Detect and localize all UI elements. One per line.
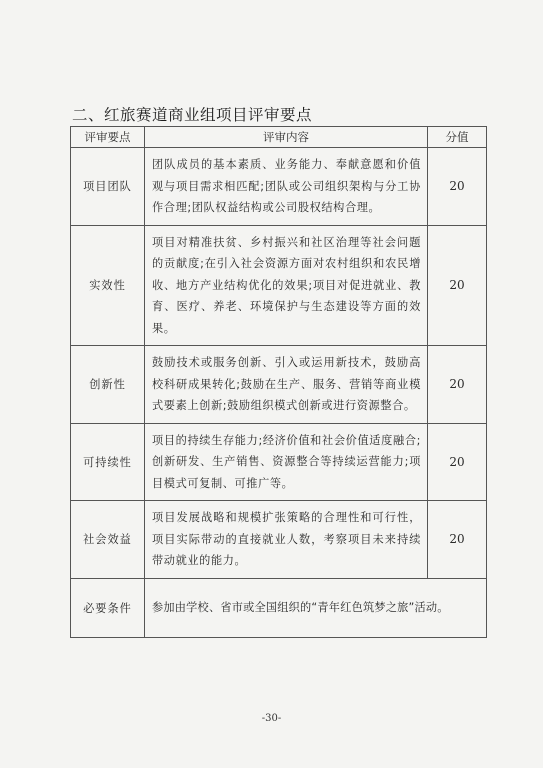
table-row xyxy=(71,423,487,501)
row-item-social-benefit: 社会效益 xyxy=(71,501,145,579)
row-content-innovation: 鼓励技术或服务创新、引入或运用新技术，鼓励高校科研成果转化;鼓励在生产、服务、营销等商业模式要素上创新;鼓励组织模式创新或进行资源整合。 xyxy=(145,346,428,424)
header-content: 评审内容 xyxy=(145,127,428,148)
row-item-sustainability: 可持续性 xyxy=(71,423,145,501)
section-title: 二、红旅赛道商业组项目评审要点 xyxy=(72,106,313,124)
row-score-social-benefit: 20 xyxy=(428,501,487,579)
row-score-innovation: 20 xyxy=(428,346,487,424)
header-score: 分值 xyxy=(428,127,487,148)
row-score-team: 20 xyxy=(428,148,487,226)
table-row xyxy=(71,501,487,579)
row-content-social-benefit: 项目发展战略和规模扩张策略的合理性和可行性，项目实际带动的直接就业人数，考察项目未来持续带动就业的能力。 xyxy=(145,501,428,579)
row-score-effectiveness: 20 xyxy=(428,225,487,346)
row-content-sustainability: 项目的持续生存能力;经济价值和社会价值适度融合;创新研发、生产销售、资源整合等持续运营能力;项目模式可复制、可推广等。 xyxy=(145,423,428,501)
table-row xyxy=(71,346,487,424)
row-content-effectiveness: 项目对精准扶贫、乡村振兴和社区治理等社会问题的贡献度;在引入社会资源方面对农村组织和农民增收、地方产业结构优化的效果;项目对促进就业、教育、医疗、养老、环境保护与生态建设等方面的效果。 xyxy=(145,225,428,346)
row-item-requirement: 必要条件 xyxy=(71,578,145,637)
row-item-effectiveness: 实效性 xyxy=(71,225,145,346)
header-item: 评审要点 xyxy=(71,127,145,148)
table-row xyxy=(71,148,487,226)
review-criteria-table xyxy=(70,126,487,638)
row-item-innovation: 创新性 xyxy=(71,346,145,424)
row-content-team: 团队成员的基本素质、业务能力、奉献意愿和价值观与项目需求相匹配;团队或公司组织架构与分工协作合理;团队权益结构或公司股权结构合理。 xyxy=(145,148,428,226)
row-item-team: 项目团队 xyxy=(71,148,145,226)
row-score-sustainability: 20 xyxy=(428,423,487,501)
table-row xyxy=(71,225,487,346)
page-number: -30- xyxy=(261,713,282,724)
table-row xyxy=(71,578,487,637)
row-content-requirement: 参加由学校、省市或全国组织的“青年红色筑梦之旅”活动。 xyxy=(145,578,487,637)
table-header-row xyxy=(71,127,487,148)
